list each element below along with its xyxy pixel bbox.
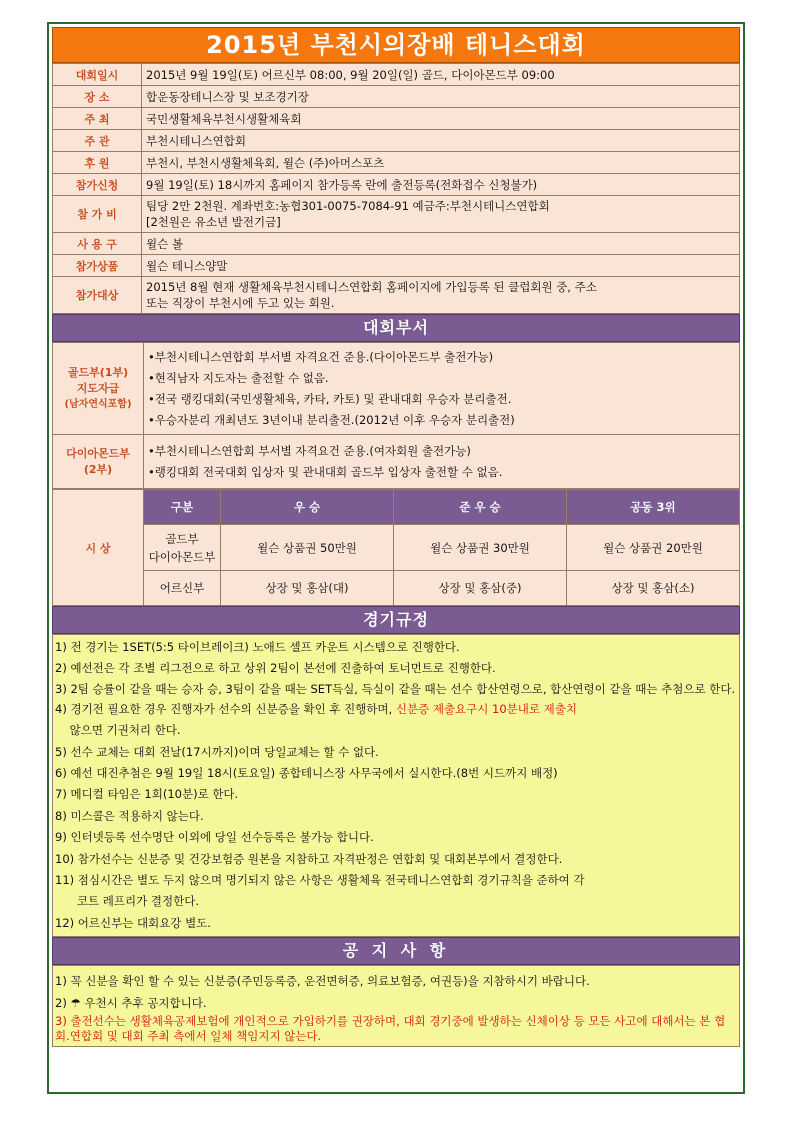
info-label: 주 관 [53,130,142,152]
category-name: 골드부 [165,531,199,546]
notice-item: 3) 출전선수는 생활체육공제보험에 개인적으로 가입하기를 권장하며, 대회 경기중에 발생하는 신체이상 등 모든 사고에 대해서는 본 협회.연합회 및 대회 주최 측에서 일체 책임지지 않는다. [55,1014,726,1044]
list-item: •부천시테니스연합회 부서별 자격요건 준용.(다이아몬드부 출전가능) [148,349,494,364]
fee-note: [2천원은 유소년 발전기금] [146,215,281,229]
prize-header: 구분 [144,490,221,525]
eligibility-line: 또는 직장이 부천시에 두고 있는 회원. [146,296,335,310]
rule-item: 9) 인터넷등록 선수명단 이외에 당일 선수등록은 불가능 합니다. [55,830,374,845]
rule-item: 6) 예선 대진추첨은 9월 19일 18시(토요일) 종합테니스장 사무국에서 실시한다.(8번 시드까지 배정) [55,766,558,781]
info-value: 부천시테니스연합회 [142,130,740,152]
rule-item: 8) 미스콜은 적용하지 않는다. [55,808,204,823]
info-row-gift [53,255,740,277]
division-label [53,343,144,435]
divisions-table [52,342,740,489]
info-label: 대회일시 [53,64,142,86]
info-label: 참가신청 [53,174,142,196]
info-row-date [53,64,740,86]
division-row-gold [53,343,740,435]
info-label: 참가상품 [53,255,142,277]
rule-item: 11) 점심시간은 별도 두지 않으며 명기되지 않은 사항은 생활체육 전국테니스연합회 경기규칙을 준하여 각 [55,873,585,888]
prize-table [52,489,740,606]
rule-text: 4) 경기전 필요한 경우 진행자가 선수의 신분증을 확인 후 진행하며, [55,701,396,716]
prize-cell: 윌슨 상품권 20만원 [567,525,740,571]
list-item: •전국 랭킹대회(국민생활체육, 카타, 카토) 및 관내대회 우승자 분리출전. [148,391,512,406]
info-value: 합운동장테니스장 및 보조경기장 [142,86,740,108]
info-row-organizer [53,130,740,152]
division-rules [144,435,740,489]
info-row-registration [53,174,740,196]
info-row-ball [53,233,740,255]
prize-header: 준 우 승 [394,490,567,525]
notice-heading: 공 지 사 항 [52,937,740,965]
rule-item: 3) 2팀 승률이 같을 때는 승자 승, 3팀이 같을 때는 SET득실, 득실이 같을 때는 선수 합산연령으로, 합산연령이 같을 때는 추첨으로 한다. [55,681,736,696]
list-item: •부천시테니스연합회 부서별 자격요건 준용.(여자회원 출전가능) [148,443,471,458]
list-item: •우승자분리 개최년도 3년이내 분리출전.(2012년 이후 우승자 분리출전) [148,412,515,427]
rule-item: 코트 레프리가 결정한다. [55,894,199,909]
category-name: 다이아몬드부 [148,549,216,564]
rules-heading: 경기규정 [52,606,740,634]
info-value: 국민생활체육부천시생활체육회 [142,108,740,130]
info-row-fee [53,196,740,233]
notice-item: 1) 꼭 신분을 확인 할 수 있는 신분증(주민등록증, 운전면허증, 의료보험증, 여권등)을 지참하시기 바랍니다. [55,974,590,989]
prize-row [53,571,740,606]
rule-item: 10) 참가선수는 신분증 및 건강보험증 원본을 지참하고 자격판정은 연합회 및 대회본부에서 결정한다. [55,851,563,866]
division-row-diamond [53,435,740,489]
division-rules [144,343,740,435]
rule-warning: 신분증 제출요구시 10분내로 제출치 [395,701,577,716]
info-row-host [53,108,740,130]
fee-line: 팀당 2만 2천원. 계좌번호:농협301-0075-7084-91 예금주:부천시테니스연합회 [146,199,550,213]
list-item: •현직남자 지도자는 출전할 수 없음. [148,370,329,385]
info-label: 참가대상 [53,277,142,314]
rule-item: 않으면 기권처리 한다. [55,723,181,738]
info-value: 2015년 9월 19일(토) 어르신부 08:00, 9월 20일(일) 골드, 다이아몬드부 09:00 [142,64,740,86]
prize-header: 우 승 [221,490,394,525]
info-label: 주 최 [53,108,142,130]
prize-cell: 상장 및 홍삼(중) [394,571,567,606]
divisions-heading: 대회부서 [52,314,740,342]
prize-label: 시 상 [53,490,144,606]
prize-category: 어르신부 [144,571,221,606]
rule-item: 2) 예선전은 각 조별 리그전으로 하고 상위 2팀이 본선에 진출하여 토너먼트로 진행한다. [55,661,496,676]
info-label: 참 가 비 [53,196,142,233]
info-value [142,196,740,233]
division-sub: 지도자급 [76,381,120,395]
info-value: 윌슨 테니스양말 [142,255,740,277]
notice-item: 2) ☂ 우천시 추후 공지합니다. [55,996,207,1011]
rules-list [52,634,740,937]
rule-item: 1) 전 경기는 1SET(5:5 타이브레이크) 노애드 셀프 카운트 시스템으로 진행한다. [55,640,460,654]
document-frame [47,22,745,1094]
info-label: 사 용 구 [53,233,142,255]
prize-header: 공동 3위 [567,490,740,525]
info-row-eligibility [53,277,740,314]
notice-list [52,965,740,1047]
info-label: 장 소 [53,86,142,108]
rule-item [55,699,737,720]
division-sub: (2부) [83,462,113,476]
division-name: 골드부(1부) [67,365,129,379]
info-label: 후 원 [53,152,142,174]
list-item: •랭킹대회 전국대회 입상자 및 관내대회 골드부 입상자 출전할 수 없음. [148,464,503,479]
rule-item: 7) 메디컬 타임은 1회(10분)로 한다. [55,787,239,802]
prize-cell: 윌슨 상품권 50만원 [221,525,394,571]
prize-cell: 윌슨 상품권 30만원 [394,525,567,571]
prize-category [144,525,221,571]
rule-item: 12) 어르신부는 대회요강 별도. [55,915,211,930]
prize-cell: 상장 및 홍삼(소) [567,571,740,606]
info-value [142,277,740,314]
prize-row [53,525,740,571]
info-value: 9월 19일(토) 18시까지 홈페이지 참가등록 란에 출전등록(전화접수 신청불가) [142,174,740,196]
info-table [52,63,740,314]
prize-header-row [53,490,740,525]
info-row-venue [53,86,740,108]
rule-item: 5) 선수 교체는 대회 전날(17시까지)이며 당일교체는 할 수 없다. [55,744,379,759]
info-value: 윌슨 볼 [142,233,740,255]
info-row-sponsor [53,152,740,174]
division-label [53,435,144,489]
info-value: 부천시, 부천시생활체육회, 윌슨 (주)아머스포츠 [142,152,740,174]
division-sub: (남자연식포함) [64,398,132,410]
prize-cell: 상장 및 홍삼(대) [221,571,394,606]
eligibility-line: 2015년 8월 현재 생활체육부천시테니스연합회 홈페이지에 가입등록 된 클럽회원 중, 주소 [146,280,597,294]
division-name: 다이아몬드부 [66,446,130,460]
document-body [52,27,740,1089]
page-title: 2015년 부천시의장배 테니스대회 [52,27,740,63]
